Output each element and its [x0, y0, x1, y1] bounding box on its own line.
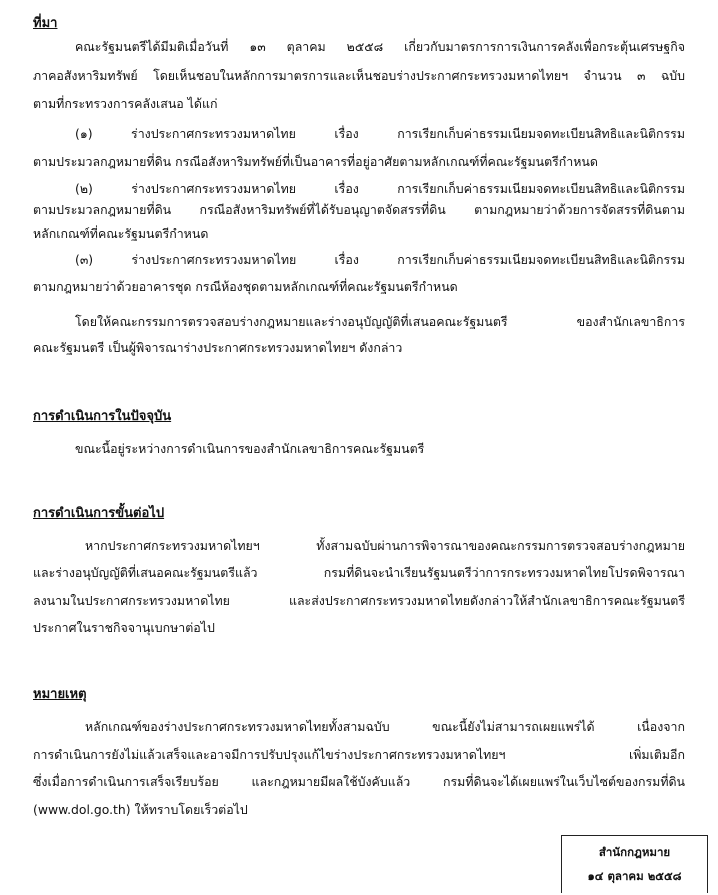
- source-closing-line-1: โดยให้คณะกรรมการตรวจสอบร่างกฎหมายและร่างอนุบัญญัติที่เสนอคณะรัฐมนตรี ของสำนักเลขาธิการ: [75, 314, 685, 329]
- source-intro-line-1: คณะรัฐมนตรีได้มีมติเมื่อวันที่ ๑๓ ตุลาคม ๒๕๕๘ เกี่ยวกับมาตรการการเงินการคลังเพื่อกระตุ้นเศรษฐกิจ: [75, 39, 685, 54]
- next-line-1: หากประกาศกระทรวงมหาดไทยฯ ทั้งสามฉบับผ่านการพิจารณาของคณะกรรมการตรวจสอบร่างกฎหมาย: [85, 538, 685, 553]
- section-heading-next: การดำเนินการขั้นต่อไป: [33, 506, 165, 521]
- note-line-4: (www.dol.go.th) ให้ทราบโดยเร็วต่อไป: [33, 802, 248, 817]
- source-item-1-line-1: (๑) ร่างประกาศกระทรวงมหาดไทย เรื่อง การเรียกเก็บค่าธรรมเนียมจดทะเบียนสิทธิและนิติกรรม: [75, 126, 685, 141]
- next-line-2: และร่างอนุบัญญัติที่เสนอคณะรัฐมนตรีแล้ว กรมที่ดินจะนำเรียนรัฐมนตรีว่าการกระทรวงมหาดไทยโปรดพิจารณา: [33, 565, 685, 580]
- source-intro-line-2: ภาคอสังหาริมทรัพย์ โดยเห็นชอบในหลักการมาตรการและเห็นชอบร่างประกาศกระทรวงมหาดไทยฯ จำนวน ๓ ฉบับ: [33, 68, 685, 83]
- source-item-1-line-2: ตามประมวลกฎหมายที่ดิน กรณีอสังหาริมทรัพย์ที่เป็นอาคารที่อยู่อาศัยตามหลักเกณฑ์ที่คณะรัฐมนตรีกำหนด: [33, 154, 598, 169]
- source-closing-line-2: คณะรัฐมนตรี เป็นผู้พิจารณาร่างประกาศกระทรวงมหาดไทยฯ ดังกล่าว: [33, 340, 403, 355]
- current-line-1: ขณะนี้อยู่ระหว่างการดำเนินการของสำนักเลขาธิการคณะรัฐมนตรี: [75, 441, 425, 456]
- section-heading-note: หมายเหตุ: [33, 687, 87, 702]
- issue-date: ๑๔ ตุลาคม ๒๕๕๘: [587, 868, 682, 883]
- source-intro-line-3: ตามที่กระทรวงการคลังเสนอ ได้แก่: [33, 96, 218, 111]
- note-line-3: ซึ่งเมื่อการดำเนินการเสร็จเรียบร้อย และกฎหมายมีผลใช้บังคับแล้ว กรมที่ดินจะได้เผยแพร่ในเว็บไซต์ของกรมที่ดิน: [33, 774, 685, 789]
- office-stamp-box: [561, 835, 708, 893]
- note-line-1: หลักเกณฑ์ของร่างประกาศกระทรวงมหาดไทยทั้งสามฉบับ ขณะนี้ยังไม่สามารถเผยแพร่ได้ เนื่องจาก: [85, 719, 685, 734]
- next-line-3: ลงนามในประกาศกระทรวงมหาดไทย และส่งประกาศกระทรวงมหาดไทยดังกล่าวให้สำนักเลขาธิการคณะรัฐมนตรี: [33, 593, 685, 608]
- source-item-2-line-3: หลักเกณฑ์ที่คณะรัฐมนตรีกำหนด: [33, 226, 209, 241]
- source-item-2-line-2: ตามประมวลกฎหมายที่ดิน กรณีอสังหาริมทรัพย์ที่ได้รับอนุญาตจัดสรรที่ดิน ตามกฎหมายว่าด้วยการจัดสรรที่ดินตาม: [33, 202, 685, 217]
- office-name: สำนักกฎหมาย: [598, 845, 671, 859]
- source-item-3-line-2: ตามกฎหมายว่าด้วยอาคารชุด กรณีห้องชุดตามหลักเกณฑ์ที่คณะรัฐมนตรีกำหนด: [33, 279, 458, 294]
- section-heading-current: การดำเนินการในปัจจุบัน: [33, 409, 172, 424]
- next-line-4: ประกาศในราชกิจจานุเบกษาต่อไป: [33, 620, 215, 635]
- source-item-3-line-1: (๓) ร่างประกาศกระทรวงมหาดไทย เรื่อง การเรียกเก็บค่าธรรมเนียมจดทะเบียนสิทธิและนิติกรรม: [75, 252, 685, 267]
- note-line-2: การดำเนินการยังไม่แล้วเสร็จและอาจมีการปรับปรุงแก้ไขร่างประกาศกระทรวงมหาดไทยฯ เพิ่มเติมอีก: [33, 747, 685, 762]
- section-heading-source: ที่มา: [33, 16, 58, 31]
- source-item-2-line-1: (๒) ร่างประกาศกระทรวงมหาดไทย เรื่อง การเรียกเก็บค่าธรรมเนียมจดทะเบียนสิทธิและนิติกรรม: [75, 181, 685, 196]
